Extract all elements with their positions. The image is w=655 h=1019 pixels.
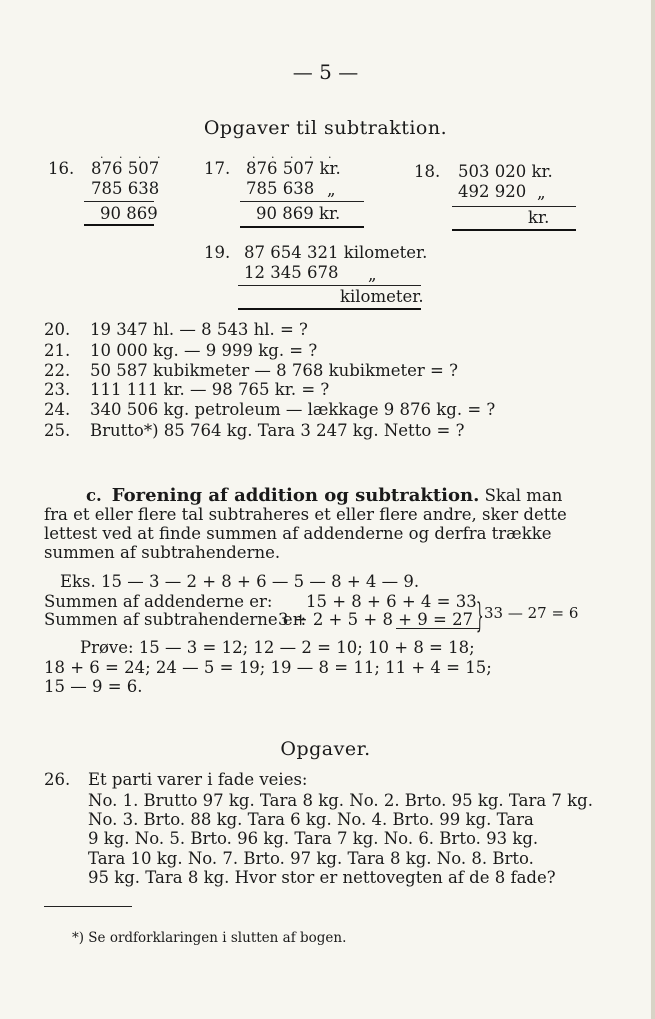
difference: 90 869 bbox=[100, 204, 158, 223]
difference: 90 869 kr. bbox=[256, 204, 341, 223]
ditto-mark: „ bbox=[537, 183, 546, 202]
intro-text: Skal man fra et eller flere tal subtraheres et eller flere andre, sker dette lettest ved at finde summen af addenderne og derfra trække summen af subtrahenderne. bbox=[44, 486, 567, 562]
task-line: 9 kg. No. 5. Brto. 96 kg. Tara 7 kg. No. 6. Brto. 93 kg. bbox=[88, 829, 539, 848]
proof-line-2: 18 + 6 = 24; 24 — 5 = 19; 19 — 8 = 11; 11 + 4 = 15; bbox=[44, 658, 492, 677]
result-rule bbox=[240, 226, 364, 228]
ditto-mark: „ bbox=[368, 265, 377, 284]
difference-blank: kilometer. bbox=[340, 287, 424, 306]
subtrahend: 12 345 678 bbox=[244, 263, 339, 282]
minuend: 503 020 kr. bbox=[458, 162, 553, 181]
task-line: Et parti varer i fade veies: bbox=[88, 770, 308, 789]
footnote-rule bbox=[44, 906, 132, 907]
sum-subtrahends: 3 + 2 + 5 + 8 + 9 = 27 bbox=[278, 610, 474, 629]
minuend: 876 507 kr. bbox=[246, 159, 341, 178]
sum-addends-label: Summen af addenderne er: bbox=[44, 592, 273, 611]
task-line: No. 3. Brto. 88 kg. Tara 6 kg. No. 4. Brto. 99 kg. Tara bbox=[88, 810, 534, 829]
exercise-line: 20. 19 347 hl. — 8 543 hl. = ? bbox=[44, 320, 308, 339]
section-heading: Forening af addition og subtraktion. bbox=[111, 485, 480, 506]
sum-subtrahends-label: Summen af subtrahenderne er: bbox=[44, 610, 307, 629]
subtrahend: 785 638 bbox=[246, 179, 315, 198]
sum-rule bbox=[452, 206, 576, 207]
ditto-mark: „ bbox=[327, 180, 336, 199]
brace: } bbox=[476, 596, 484, 636]
exercise-line: 25. Brutto*) 85 764 kg. Tara 3 247 kg. Netto = ? bbox=[44, 421, 465, 440]
section-title: Opgaver til subtraktion. bbox=[203, 117, 448, 139]
result-rule bbox=[238, 308, 421, 310]
subtrahend: 492 920 bbox=[458, 182, 527, 201]
exercise-label: 17. bbox=[204, 159, 231, 178]
task-line: No. 1. Brutto 97 kg. Tara 8 kg. No. 2. Brto. 95 kg. Tara 7 kg. bbox=[88, 791, 593, 810]
difference-blank: kr. bbox=[528, 208, 550, 227]
exercise-label: 18. bbox=[414, 162, 441, 181]
result-rule bbox=[452, 229, 576, 231]
task-line: 95 kg. Tara 8 kg. Hvor stor er nettovegten af de 8 fade? bbox=[88, 868, 556, 887]
sum-rule bbox=[238, 285, 421, 286]
exercise-label: 19. bbox=[204, 243, 231, 262]
sum-rule bbox=[84, 201, 154, 202]
underline-rule bbox=[396, 628, 480, 629]
minuend: 876 507 bbox=[91, 159, 160, 178]
footnote: *) Se ordforklaringen i slutten af bogen. bbox=[72, 930, 347, 946]
carry-dots: . . . . . bbox=[252, 148, 338, 161]
subtrahend: 785 638 bbox=[91, 179, 160, 198]
combined-section-intro bbox=[44, 486, 576, 562]
exercise-line: 22. 50 587 kubikmeter — 8 768 kubikmeter = ? bbox=[44, 361, 458, 380]
task-line: Tara 10 kg. No. 7. Brto. 97 kg. Tara 8 kg. No. 8. Brto. bbox=[88, 849, 534, 868]
result-rule bbox=[84, 224, 154, 226]
exercise-line: 24. 340 506 kg. petroleum — lækkage 9 876 kg. = ? bbox=[44, 400, 496, 419]
task-label: 26. bbox=[44, 770, 71, 789]
sum-addends: 15 + 8 + 6 + 4 = 33 bbox=[306, 592, 477, 611]
minuend: 87 654 321 kilometer. bbox=[244, 243, 428, 262]
final-result: 33 — 27 = 6 bbox=[484, 604, 579, 622]
proof-line-1: Prøve: 15 — 3 = 12; 12 — 2 = 10; 10 + 8 = 18; bbox=[80, 638, 475, 657]
example-line: Eks. 15 — 3 — 2 + 8 + 6 — 5 — 8 + 4 — 9. bbox=[60, 572, 420, 591]
tasks-title: Opgaver. bbox=[280, 738, 371, 760]
sum-rule bbox=[240, 201, 364, 202]
section-label: c. bbox=[86, 486, 102, 505]
exercise-line: 23. 111 111 kr. — 98 765 kr. = ? bbox=[44, 380, 330, 399]
page-number: — 5 — bbox=[292, 60, 359, 84]
exercise-line: 21. 10 000 kg. — 9 999 kg. = ? bbox=[44, 341, 318, 360]
proof-line-3: 15 — 9 = 6. bbox=[44, 677, 143, 696]
carry-dots: . . . . bbox=[100, 148, 167, 161]
exercise-label: 16. bbox=[48, 159, 75, 178]
